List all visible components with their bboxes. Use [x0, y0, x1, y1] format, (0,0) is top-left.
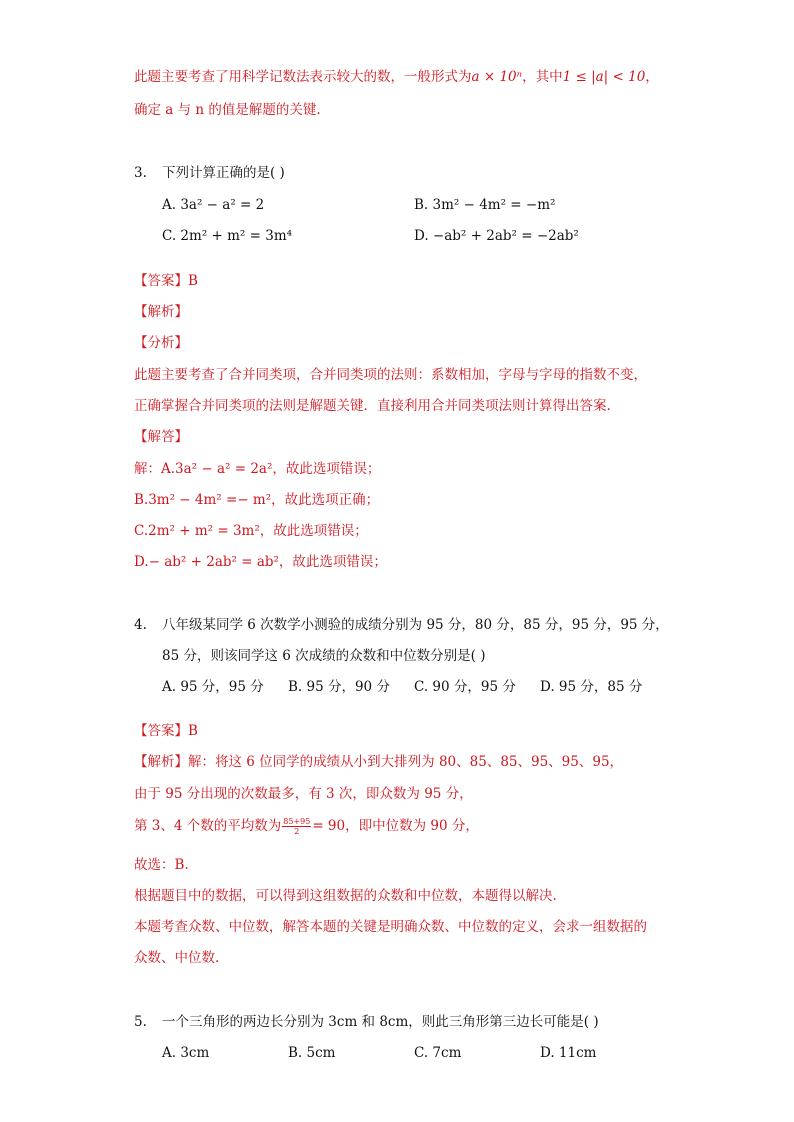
q4-line-5: 根据题目中的数据，可以得到这组数据的众数和中位数，本题得以解决.	[134, 888, 557, 904]
q4-jiexi-text: 解：将这 6 位同学的成绩从小到大排列为 80、85、85、95、95、95，	[188, 754, 624, 770]
q3-stem: 下列计算正确的是( )	[162, 165, 285, 181]
q5-option-c: C. 7cm	[414, 1045, 462, 1061]
q4-fraction-denominator: 2	[294, 827, 300, 836]
q3-option-a: A. 3a² − a² = 2	[162, 197, 265, 213]
q4-option-a: A. 95 分，95 分	[162, 679, 264, 695]
q4-stem-line-1: 八年级某同学 6 次数学小测验的成绩分别为 95 分，80 分，85 分，95 分，95 分，	[162, 617, 669, 633]
q3-solution-b: B.3m² − 4m² =− m²，故此选项正确；	[134, 492, 380, 508]
q3-solution-a: 解：A.3a² − a² = 2a²，故此选项错误；	[134, 461, 381, 477]
q4-number: 4.	[134, 617, 147, 633]
intro-text-b: ，其中	[522, 69, 563, 85]
q3-option-d: D. −ab² + 2ab² = −2ab²	[414, 228, 579, 244]
q4-fraction-numerator: 85+95	[283, 817, 311, 826]
q4-answer: 【答案】B	[134, 723, 198, 739]
q3-option-b: B. 3m² − 4m² = −m²	[414, 197, 556, 213]
intro-formula: a × 10ⁿ	[471, 69, 523, 85]
q3-jieda-label: 【解答】	[134, 429, 188, 445]
q3-number: 3.	[134, 165, 147, 181]
q5-option-a: A. 3cm	[162, 1045, 210, 1061]
intro-inequality: 1 ≤ |a| < 10	[562, 69, 646, 85]
q3-solution-c: C.2m² + m² = 3m²，故此选项错误；	[134, 523, 368, 539]
intro-text-c: ，	[645, 69, 659, 85]
q5-stem: 一个三角形的两边长分别为 3cm 和 8cm，则此三角形第三边长可能是( )	[162, 1014, 599, 1030]
q5-option-b: B. 5cm	[288, 1045, 336, 1061]
intro-line-1	[134, 68, 659, 86]
q4-option-c: C. 90 分，95 分	[414, 679, 516, 695]
q4-line-4: 故选：B.	[134, 857, 189, 873]
q4-line-3-text-b: = 90，即中位数为 90 分，	[312, 818, 479, 834]
q3-answer: 【答案】B	[134, 273, 198, 289]
q4-jiexi-line	[134, 753, 623, 771]
intro-line-2: 确定 a 与 n 的值是解题的关键.	[134, 102, 321, 118]
q3-jiexi-label: 【解析】	[134, 304, 188, 320]
intro-text-a: 此题主要考查了用科学记数法表示较大的数，一般形式为	[134, 69, 472, 85]
q4-option-d: D. 95 分，85 分	[540, 679, 643, 695]
q5-number: 5.	[134, 1014, 147, 1030]
q5-option-d: D. 11cm	[540, 1045, 597, 1061]
q3-option-c: C. 2m² + m² = 3m⁴	[162, 228, 293, 244]
q4-line-2: 由于 95 分出现的次数最多，有 3 次，即众数为 95 分，	[134, 786, 473, 802]
q4-line-7: 众数、中位数.	[134, 950, 220, 966]
q4-line-3	[134, 817, 479, 836]
q3-solution-d: D.− ab² + 2ab² = ab²，故此选项错误；	[134, 554, 387, 570]
q3-analysis-line-1: 此题主要考查了合并同类项，合并同类项的法则：系数相加，字母与字母的指数不变，	[134, 367, 647, 383]
q4-line-3-text-a: 第 3、4 个数的平均数为	[134, 818, 282, 834]
q4-line-6: 本题考查众数、中位数，解答本题的关键是明确众数、中位数的定义，会求一组数据的	[134, 919, 647, 935]
q4-fraction	[282, 817, 311, 836]
q4-jiexi-label: 【解析】	[134, 754, 188, 770]
q4-option-b: B. 95 分，90 分	[288, 679, 390, 695]
q3-fenxi-label: 【分析】	[134, 335, 188, 351]
q4-stem-line-2: 85 分，则该同学这 6 次成绩的众数和中位数分别是( )	[162, 648, 486, 664]
q3-analysis-line-2: 正确掌握合并同类项的法则是解题关键．直接利用合并同类项法则计算得出答案.	[134, 398, 611, 414]
